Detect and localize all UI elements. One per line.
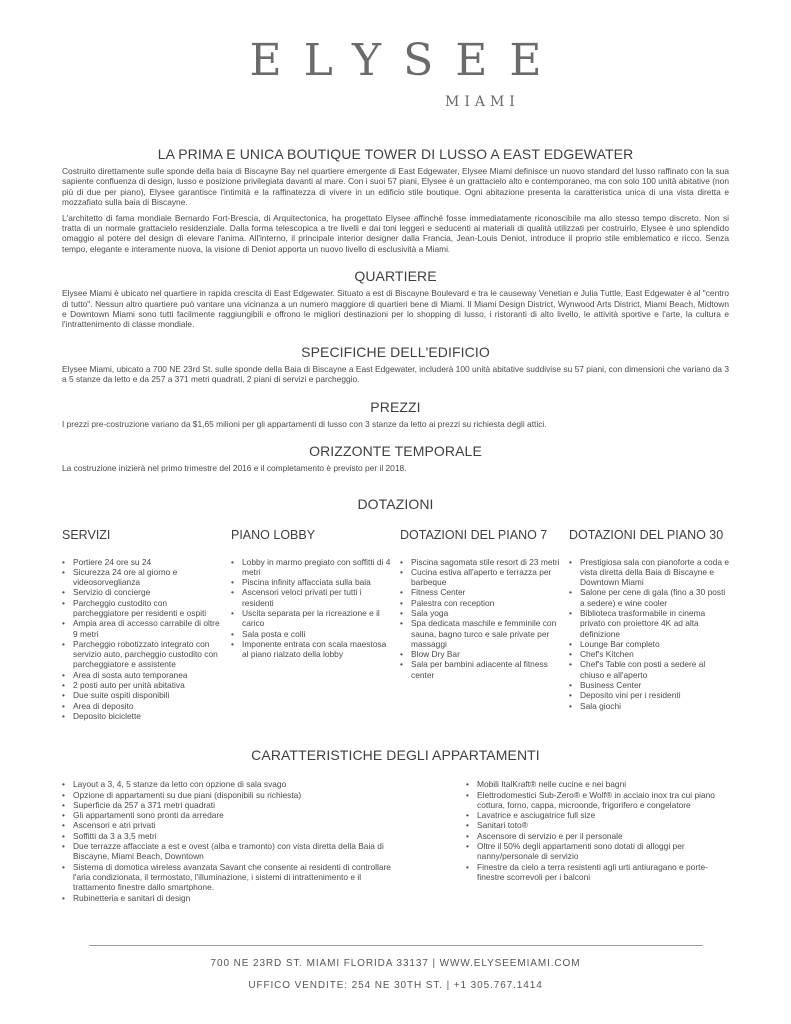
list-item: • Biblioteca trasformabile in cinema privato con proiettore 4K ad alta definizione: [569, 608, 729, 639]
specifiche-title: SPECIFICHE DELL'EDIFICIO: [301, 343, 490, 360]
prezzi-title: PREZZI: [370, 398, 421, 415]
list-item: • Parcheggio custodito con parcheggiatore per residenti e ospiti: [62, 598, 222, 619]
dotazioni-column-piano-7: [400, 528, 560, 722]
amenity-list: [231, 557, 391, 660]
feature-list: [62, 779, 402, 903]
main-content: [62, 146, 729, 903]
quartiere-text: Elysee Miami è ubicato nel quartiere in rapida crescita di East Edgewater. Situato a est di Biscayne Boulevard e tra le causeway Venetian e Julia Tuttle, East Edgewater è al "centro di tutto". Nessun altro quartiere può vantare una vicinanza a un numero maggiore di quartieri bene di Miami. Il Miami Design District, Wynwood Arts District, Miami Beach, Midtown e Downtown Miami sono tutti facilmente raggiungibili e offrono le migliori destinazioni per lo shopping di lusso, i ristoranti di alto livello, le attività sportive e l'arte, la cultura e l'intrattenimento di classe mondiale.: [62, 288, 729, 330]
appartamenti-column-left: [62, 779, 402, 903]
intro-title: LA PRIMA E UNICA BOUTIQUE TOWER DI LUSSO A EAST EDGEWATER: [157, 146, 634, 162]
list-item: • Ampia area di accesso carrabile di oltre 9 metri: [62, 618, 222, 639]
appartamenti-title: CARATTERISTICHE DEGLI APPARTAMENTI: [251, 747, 540, 764]
dotazioni-title: DOTAZIONI: [357, 495, 434, 512]
footer-address: 700 NE 23RD ST. MIAMI FLORIDA 33137 | WWW.ELYSEEMIAMI.COM: [210, 958, 581, 969]
amenity-list: [62, 557, 222, 722]
list-item: • Gli appartamenti sono pronti da arredare: [62, 810, 402, 820]
list-item: • Mobili ItalKraft® nelle cucine e nei bagni: [466, 779, 724, 789]
list-item: • Rubinetteria e sanitari di design: [62, 893, 402, 903]
list-item: • Deposito vini per i residenti: [569, 690, 729, 700]
list-item: • Piscina infinity affacciata sulla baia: [231, 577, 391, 587]
list-item: • 2 posti auto per unità abitativa: [62, 680, 222, 690]
appartamenti-column-right: [466, 779, 724, 903]
specifiche-section: [62, 344, 729, 385]
list-item: • Uscita separata per la ricreazione e il carico: [231, 608, 391, 629]
list-item: • Servizio di concierge: [62, 587, 222, 597]
appartamenti-columns: [62, 779, 729, 903]
list-item: • Lobby in marmo pregiato con soffitti di 4 metri: [231, 557, 391, 578]
intro-section: [62, 146, 729, 254]
specifiche-text: Elysee Miami, ubicato a 700 NE 23rd St. sulle sponde della Baia di Biscayne a East Edgewater, includerà 100 unità abitative suddivise su 57 piani, con dimensioni che variano da 3 a 5 stanze da letto e da 257 a 371 metri quadrati, 2 piani di servizi e parcheggio.: [62, 363, 729, 385]
brand-location: MIAMI: [445, 94, 520, 110]
dotazioni-columns: [62, 528, 729, 722]
dotazioni-column-piano-30: [569, 528, 729, 722]
list-item: • Cucina estiva all'aperto e terrazza per barbeque: [400, 567, 560, 588]
prezzi-text: I prezzi pre-costruzione variano da $1,65 milioni per gli appartamenti di lusso con 3 stanze da letto ai prezzi su richiesta degli attici.: [62, 418, 547, 429]
list-item: • Sanitari toto®: [466, 820, 724, 830]
list-item: • Salone per cene di gala (fino a 30 posti a sedere) e wine cooler: [569, 587, 729, 608]
list-item: • Lounge Bar completo: [569, 639, 729, 649]
list-item: • Portiere 24 ore su 24: [62, 557, 222, 567]
list-item: • Chef's Table con posti a sedere al chiuso e all'aperto: [569, 659, 729, 680]
column-title: SERVIZI: [62, 527, 111, 542]
list-item: • Elettrodomestici Sub-Zero® e Wolf® in acciaio inox tra cui piano cottura, forno, cappa, microonde, frigorifero e congelatore: [466, 790, 724, 811]
prezzi-section: [62, 399, 729, 429]
list-item: • Layout a 3, 4, 5 stanze da letto con opzione di sala svago: [62, 779, 402, 789]
list-item: • Sala posta e colli: [231, 629, 391, 639]
list-item: • Chef's Kitchen: [569, 649, 729, 659]
list-item: • Due terrazze affacciate a est e ovest (alba e tramonto) con vista diretta della Baia di Biscayne, Miami Beach, Downtown: [62, 841, 402, 862]
footer-divider: [89, 945, 703, 946]
list-item: • Lavatrice e asciugatrice full size: [466, 810, 724, 820]
list-item: • Sicurezza 24 ore al giorno e videosorveglianza: [62, 567, 222, 588]
list-item: • Palestra con reception: [400, 598, 560, 608]
orizzonte-title: ORIZZONTE TEMPORALE: [309, 443, 482, 460]
list-item: • Superficie da 257 a 371 metri quadrati: [62, 800, 402, 810]
list-item: • Blow Dry Bar: [400, 649, 560, 659]
list-item: • Sala giochi: [569, 701, 729, 711]
list-item: • Opzione di appartamenti su due piani (disponibili su richiesta): [62, 790, 402, 800]
list-item: • Sistema di domotica wireless avanzata Savant che consente ai residenti di controllare l'aria condizionata, il termostato, l'illuminazione, i sistemi di intrattenimento e il trattamento finestre dallo smartphone.: [62, 862, 402, 893]
dotazioni-column-lobby: [231, 528, 391, 722]
list-item: • Piscina sagomata stile resort di 23 metri: [400, 557, 560, 567]
quartiere-section: [62, 268, 729, 330]
list-item: • Due suite ospiti disponibili: [62, 690, 222, 700]
quartiere-title: QUARTIERE: [354, 268, 437, 285]
list-item: • Area di sosta auto temporanea: [62, 670, 222, 680]
list-item: • Ascensore di servizio e per il personale: [466, 831, 724, 841]
list-item: • Area di deposito: [62, 701, 222, 711]
column-title: PIANO LOBBY: [231, 527, 316, 542]
list-item: • Imponente entrata con scala maestosa al piano rialzato della lobby: [231, 639, 391, 660]
list-item: • Parcheggio robotizzato integrato con servizio auto, parcheggio custodito con parcheggiatore e assistente: [62, 639, 222, 670]
list-item: • Ascensori veloci privati per tutti i residenti: [231, 587, 391, 608]
list-item: • Soffitti da 3 a 3,5 metri: [62, 831, 402, 841]
brand-logo: [0, 35, 791, 110]
list-item: • Deposito biciclette: [62, 711, 222, 721]
dotazioni-column-servizi: [62, 528, 222, 722]
footer-sales-office: UFFICO VENDITE: 254 NE 30TH ST. | +1 305.767.1414: [248, 980, 543, 991]
orizzonte-section: [62, 443, 729, 473]
list-item: • Fitness Center: [400, 587, 560, 597]
feature-list: [466, 779, 724, 882]
list-item: • Sala yoga: [400, 608, 560, 618]
list-item: • Business Center: [569, 680, 729, 690]
list-item: • Ascensori e atri privati: [62, 820, 402, 830]
list-item: • Oltre il 50% degli appartamenti sono dotati di alloggi per nanny/personale di servizio: [466, 841, 724, 862]
column-title: DOTAZIONI DEL PIANO 30: [569, 527, 724, 542]
list-item: • Prestigiosa sala con pianoforte a coda e vista diretta della Baia di Biscayne e Downtown Miami: [569, 557, 729, 588]
intro-paragraph: L'architetto di fama mondiale Bernardo Fort-Brescia, di Arquitectonica, ha progettato Elysee affinché fosse immediatamente riconoscibile ma allo stesso tempo discreto. Non si tratta di un normale grattacielo residenziale. Dalla forma telescopica a tre livelli e dai toni leggeri e seducenti ai materiali di qualità utilizzati per costruirlo, Elysee è uno splendido omaggio al potere del design di elevare l'anima. All'interno, il principale interior designer dalla Francia, Jean-Louis Deniot, introduce il proprio stile emblematico e ricco. Senza tempo, elegante e interamente nuova, la visione di Deniot apporta un nuovo livello di esclusività a Miami.: [62, 212, 729, 254]
list-item: • Sala per bambini adiacente al fitness center: [400, 659, 560, 680]
list-item: • Finestre da cielo a terra resistenti agli urti antiuragano e porte-finestre scorrevoli per i balconi: [466, 862, 724, 883]
orizzonte-text: La costruzione inizierà nel primo trimestre del 2016 e il completamento è previsto per il 2018.: [62, 463, 407, 474]
amenity-list: [400, 557, 560, 681]
intro-paragraph: Costruito direttamente sulle sponde della baia di Biscayne Bay nel quartiere emergente di East Edgewater, Elysee Miami definisce un nuovo standard del lusso raffinato con la sua sapiente confluenza di design, lusso e posizione privilegiata davanti al mare. Con i suoi 57 piani, Elysee è un grattacielo alto e contemporaneo, ma con solo 100 unità abitative (non più di due per piano), Elysee garantisce l'intimità e la raffinatezza di vivere in un edificio stile boutique. Ogni abitazione presenta la caratteristica unica di una vista diretta e mozzafiato sulla baia di Biscayne.: [62, 166, 729, 208]
column-title: DOTAZIONI DEL PIANO 7: [400, 527, 548, 542]
brand-name: ELYSEE: [249, 35, 564, 86]
amenity-list: [569, 557, 729, 711]
list-item: • Spa dedicata maschile e femminile con sauna, bagno turco e sale private per massaggi: [400, 618, 560, 649]
